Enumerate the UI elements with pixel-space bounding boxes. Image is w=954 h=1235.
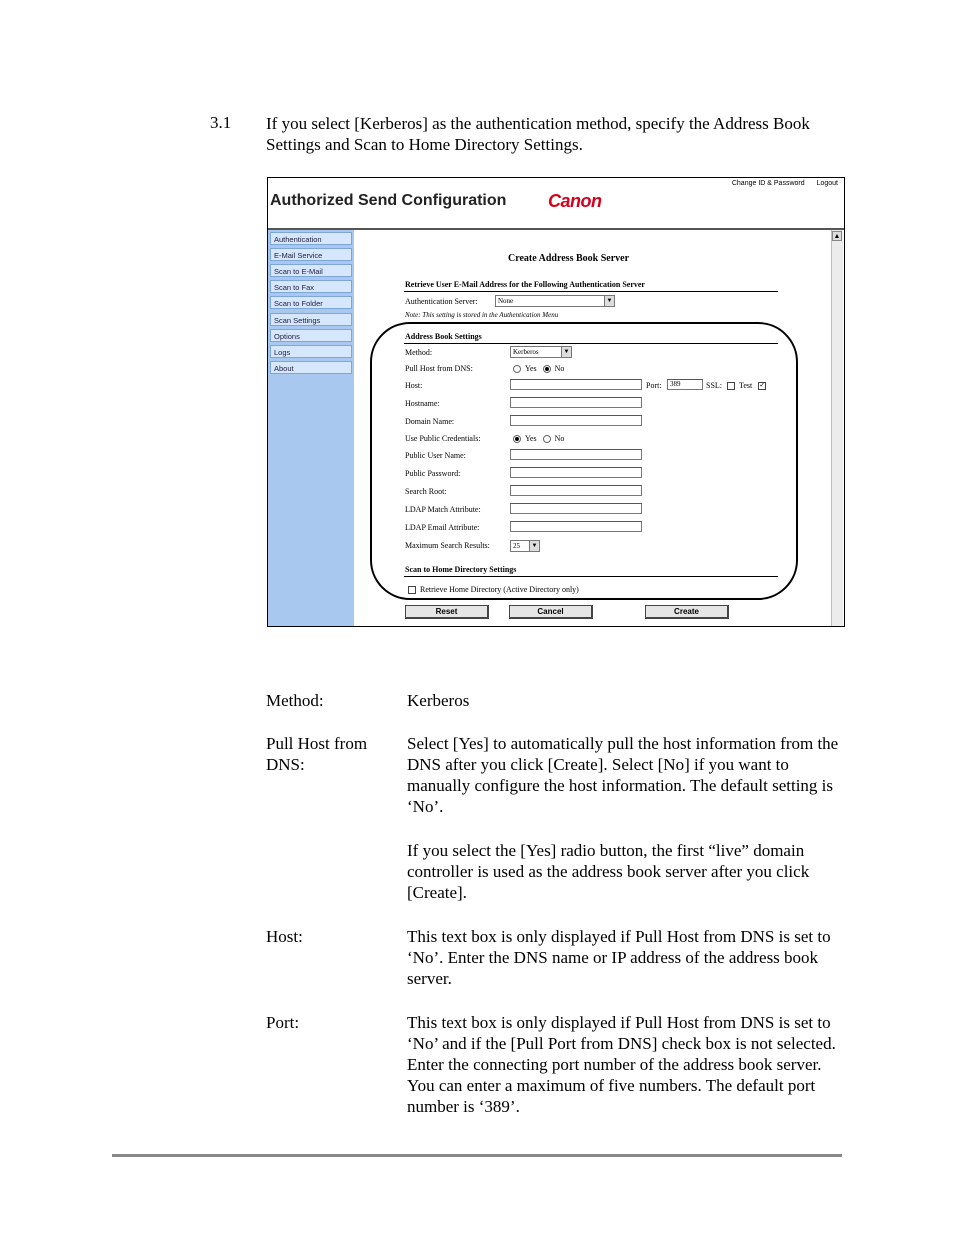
retrieve-home-checkbox[interactable] xyxy=(408,586,416,594)
no-label: No xyxy=(554,364,565,373)
auth-note: Note: This setting is stored in the Authentication Menu xyxy=(405,311,559,319)
step-number: 3.1 xyxy=(210,113,232,132)
test-label: Test xyxy=(739,381,753,390)
no-label: No xyxy=(554,434,565,443)
public-user-input[interactable] xyxy=(510,449,642,460)
pull-host-radios xyxy=(513,364,564,373)
scrollbar[interactable] xyxy=(831,230,843,626)
def-method: Kerberos xyxy=(407,691,470,710)
sidebar-item-about[interactable]: About xyxy=(270,361,352,374)
max-results-select[interactable] xyxy=(510,540,540,552)
retrieve-section-heading: Retrieve User E-Mail Address for the Following Authentication Server xyxy=(405,280,645,289)
top-links xyxy=(722,180,838,187)
term-host: Host: xyxy=(266,927,303,946)
auth-server-select[interactable] xyxy=(495,295,615,307)
canon-logo: Canon xyxy=(548,191,602,211)
ldap-email-input[interactable] xyxy=(510,521,642,532)
port-input[interactable]: 389 xyxy=(667,379,703,390)
search-root-input[interactable] xyxy=(510,485,642,496)
public-cred-yes-radio[interactable] xyxy=(513,435,521,443)
public-pass-label: Public Password: xyxy=(405,469,461,478)
section-divider xyxy=(404,291,778,292)
footer-rule xyxy=(112,1154,842,1157)
host-label: Host: xyxy=(405,381,423,390)
sidebar-item-email-service[interactable]: E-Mail Service xyxy=(270,248,352,261)
step-text: If you select [Kerberos] as the authentication method, specify the Address Book Settings and Scan to Home Directory Settings. xyxy=(266,114,810,154)
method-label: Method: xyxy=(405,348,433,357)
term-pull-host: Pull Host from DNS: xyxy=(266,734,368,774)
cancel-button[interactable]: Cancel xyxy=(509,605,593,619)
hostname-input[interactable] xyxy=(510,397,642,408)
sidebar-item-scan-to-email[interactable]: Scan to E-Mail xyxy=(270,264,352,277)
max-results-value: 25 xyxy=(513,542,520,550)
section-divider xyxy=(404,343,778,344)
term-port: Port: xyxy=(266,1013,300,1032)
section-divider xyxy=(404,576,778,577)
pull-host-label: Pull Host from DNS: xyxy=(405,364,473,373)
reset-button[interactable]: Reset xyxy=(405,605,489,619)
ssl-group xyxy=(706,381,770,390)
public-pass-input[interactable] xyxy=(510,467,642,478)
retrieve-home-row xyxy=(408,585,579,594)
def-host: This text box is only displayed if Pull Host from DNS is set to ‘No’. Enter the DNS name or IP address of the address book server. xyxy=(407,927,831,988)
sidebar-item-logs[interactable]: Logs xyxy=(270,345,352,358)
logout-link[interactable]: Logout xyxy=(816,180,838,187)
max-results-label: Maximum Search Results: xyxy=(405,541,490,550)
sidebar-item-scan-settings[interactable]: Scan Settings xyxy=(270,313,352,326)
def-pull-host-1: Select [Yes] to automatically pull the host information from the DNS after you click [Create]. Select [No] if you want to manually configure the host information. The default setting is ‘No’. xyxy=(407,734,839,816)
config-screenshot xyxy=(267,177,845,627)
header-divider xyxy=(268,228,844,230)
form-title: Create Address Book Server xyxy=(508,253,630,264)
def-port: This text box is only displayed if Pull Host from DNS is set to ‘No’ and if the [Pull Port from DNS] check box is not selected. Enter the connecting port number of the address book server. You can enter a maximum of five numbers. The default port number is ‘389’. xyxy=(407,1013,836,1116)
domain-input[interactable] xyxy=(510,415,642,426)
ldap-match-label: LDAP Match Attribute: xyxy=(405,505,481,514)
home-dir-heading: Scan to Home Directory Settings xyxy=(405,565,517,574)
auth-server-label: Authentication Server: xyxy=(405,297,478,306)
sidebar-item-scan-to-folder[interactable]: Scan to Folder xyxy=(270,296,352,309)
retrieve-home-label: Retrieve Home Directory (Active Directory only) xyxy=(420,585,579,594)
address-book-heading: Address Book Settings xyxy=(405,332,482,341)
port-label: Port: xyxy=(646,381,662,390)
yes-label: Yes xyxy=(525,434,537,443)
domain-label: Domain Name: xyxy=(405,417,455,426)
method-select[interactable] xyxy=(510,346,572,358)
sidebar-item-options[interactable]: Options xyxy=(270,329,352,342)
change-id-password-link[interactable]: Change ID & Password xyxy=(731,180,805,187)
create-button[interactable]: Create xyxy=(645,605,729,619)
term-method: Method: xyxy=(266,691,324,710)
public-cred-radios xyxy=(513,434,564,443)
ssl-label: SSL: xyxy=(706,381,723,390)
auth-server-value: None xyxy=(498,297,514,305)
test-checkbox[interactable]: ✓ xyxy=(759,381,766,390)
sidebar-item-scan-to-fax[interactable]: Scan to Fax xyxy=(270,280,352,293)
yes-label: Yes xyxy=(525,364,537,373)
public-cred-no-radio[interactable] xyxy=(543,435,551,443)
pull-host-no-radio[interactable] xyxy=(543,365,551,373)
host-input[interactable] xyxy=(510,379,642,390)
method-value: Kerberos xyxy=(513,348,539,356)
public-user-label: Public User Name: xyxy=(405,451,466,460)
sidebar-item-authentication[interactable]: Authentication xyxy=(270,232,352,245)
chevron-down-icon: ▼ xyxy=(604,296,614,306)
scroll-up-icon[interactable]: ▲ xyxy=(833,232,841,240)
chevron-down-icon: ▼ xyxy=(529,541,539,551)
chevron-down-icon: ▼ xyxy=(561,347,571,357)
app-title: Authorized Send Configuration xyxy=(270,192,507,209)
hostname-label: Hostname: xyxy=(405,399,440,408)
ssl-checkbox[interactable] xyxy=(727,382,735,390)
public-cred-label: Use Public Credentials: xyxy=(405,434,481,443)
ldap-match-input[interactable] xyxy=(510,503,642,514)
search-root-label: Search Root: xyxy=(405,487,447,496)
def-pull-host-2: If you select the [Yes] radio button, the first “live” domain controller is used as the address book server after you click [Create]. xyxy=(407,841,810,902)
pull-host-yes-radio[interactable] xyxy=(513,365,521,373)
sidebar xyxy=(268,230,354,626)
ldap-email-label: LDAP Email Attribute: xyxy=(405,523,480,532)
